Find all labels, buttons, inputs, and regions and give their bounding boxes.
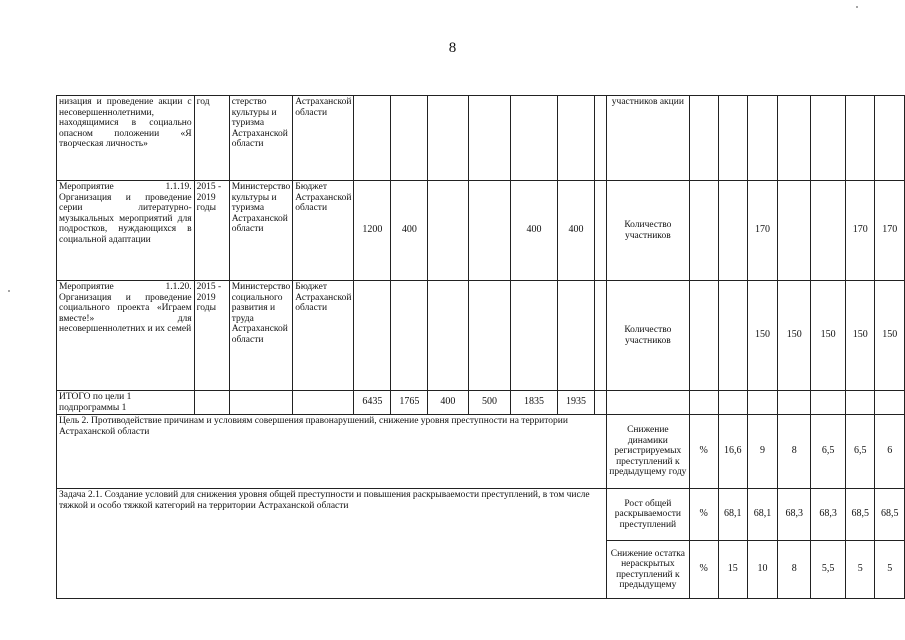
value-cell: 5 <box>846 541 875 599</box>
unit-cell <box>689 181 718 281</box>
executor-cell: Министерство социального развития и труда Астраханской области <box>229 281 293 391</box>
amount-cell <box>354 281 391 391</box>
value-cell: 5,5 <box>811 541 846 599</box>
amount-cell <box>557 96 595 181</box>
unit-cell: % <box>689 489 718 541</box>
blank-cell <box>194 391 229 415</box>
indicator-cell: Рост общей раскрываемости преступлений <box>606 489 689 541</box>
value-cell <box>718 181 747 281</box>
amount-cell <box>557 281 595 391</box>
value-cell <box>778 181 811 281</box>
amount-cell: 1200 <box>354 181 391 281</box>
goal-text: Цель 2. Противодействие причинам и условиям совершения правонарушений, снижение уровня преступности на территории Астраханской области <box>57 415 607 489</box>
value-cell <box>846 96 875 181</box>
amount-cell: 400 <box>511 181 557 281</box>
total-amount-cell: 1835 <box>511 391 557 415</box>
value-cell: 68,3 <box>778 489 811 541</box>
amount-cell <box>354 96 391 181</box>
value-cell <box>718 96 747 181</box>
blank-cell <box>229 391 293 415</box>
source-cell: Бюджет Астраханской области <box>293 281 354 391</box>
amount-cell: 400 <box>557 181 595 281</box>
total-amount-cell: 400 <box>428 391 468 415</box>
amount-cell <box>468 96 511 181</box>
value-cell: 5 <box>875 541 905 599</box>
value-cell <box>811 96 846 181</box>
period-cell: год <box>194 96 229 181</box>
value-cell: 150 <box>846 281 875 391</box>
unit-cell: % <box>689 415 718 489</box>
amount-cell <box>468 281 511 391</box>
value-cell: 68,1 <box>747 489 777 541</box>
blank-cell <box>747 391 777 415</box>
value-cell: 68,5 <box>875 489 905 541</box>
blank-cell <box>778 391 811 415</box>
blank-cell <box>595 391 606 415</box>
value-cell: 6,5 <box>811 415 846 489</box>
program-table <box>56 95 905 599</box>
value-cell <box>811 181 846 281</box>
total-row <box>57 391 905 415</box>
value-cell: 150 <box>875 281 905 391</box>
period-cell: 2015 - 2019 годы <box>194 181 229 281</box>
value-cell: 68,1 <box>718 489 747 541</box>
amount-cell: 400 <box>391 181 428 281</box>
amount-cell <box>511 281 557 391</box>
value-cell <box>747 96 777 181</box>
blank-cell <box>606 391 689 415</box>
value-cell <box>875 96 905 181</box>
blank-cell <box>811 391 846 415</box>
source-cell: Бюджет Астраханской области <box>293 181 354 281</box>
period-cell: 2015 - 2019 годы <box>194 281 229 391</box>
unit-cell <box>689 96 718 181</box>
blank-cell <box>595 181 606 281</box>
indicator-cell: участников акции <box>606 96 689 181</box>
executor-cell: Министерство культуры и туризма Астраханской области <box>229 181 293 281</box>
blank-cell <box>595 96 606 181</box>
blank-cell <box>875 391 905 415</box>
value-cell: 9 <box>747 415 777 489</box>
total-label: ИТОГО по цели 1 подпрограммы 1 <box>57 391 195 415</box>
value-cell: 170 <box>875 181 905 281</box>
activity-cell: Мероприятие 1.1.20. Организация и проведение социального проекта «Играем вместе!» для несовершеннолетних и их семей <box>57 281 195 391</box>
blank-cell <box>718 391 747 415</box>
value-cell: 16,6 <box>718 415 747 489</box>
task-text: Задача 2.1. Создание условий для снижения уровня общей преступности и повышения раскрываемости преступлений, в том числе тяжкой и особо тяжкой категорий на территории Астраханской области <box>57 489 607 599</box>
value-cell: 150 <box>747 281 777 391</box>
amount-cell <box>428 96 468 181</box>
page-number: 8 <box>448 40 457 56</box>
activity-cell: Мероприятие 1.1.19. Организация и проведение серии литературно-музыкальных мероприятий для подростков, нуждающихся в социальной адаптации <box>57 181 195 281</box>
unit-cell <box>689 281 718 391</box>
activity-cell: низация и проведение акции с несовершеннолетними, находящимися в социально опасном положении «Я творческая личность» <box>57 96 195 181</box>
indicator-cell: Количество участников <box>606 181 689 281</box>
value-cell: 6,5 <box>846 415 875 489</box>
amount-cell <box>428 281 468 391</box>
indicator-cell: Снижение динамики регистрируемых преступлений к предыдущему году <box>606 415 689 489</box>
blank-cell <box>595 281 606 391</box>
value-cell: 170 <box>846 181 875 281</box>
blank-cell <box>846 391 875 415</box>
unit-cell: % <box>689 541 718 599</box>
value-cell <box>778 96 811 181</box>
total-amount-cell: 6435 <box>354 391 391 415</box>
blank-cell <box>689 391 718 415</box>
total-amount-cell: 500 <box>468 391 511 415</box>
amount-cell <box>468 181 511 281</box>
table-row <box>57 181 905 281</box>
value-cell: 6 <box>875 415 905 489</box>
value-cell <box>718 281 747 391</box>
value-cell: 68,3 <box>811 489 846 541</box>
table-row <box>57 96 905 181</box>
blank-cell <box>293 391 354 415</box>
value-cell: 150 <box>811 281 846 391</box>
table-row <box>57 281 905 391</box>
value-cell: 170 <box>747 181 777 281</box>
indicator-cell: Снижение остатка нераскрытых преступлений к предыдущему <box>606 541 689 599</box>
amount-cell <box>391 96 428 181</box>
amount-cell <box>511 96 557 181</box>
scan-speck <box>8 290 10 292</box>
value-cell: 68,5 <box>846 489 875 541</box>
value-cell: 10 <box>747 541 777 599</box>
value-cell: 150 <box>778 281 811 391</box>
total-amount-cell: 1935 <box>557 391 595 415</box>
amount-cell <box>428 181 468 281</box>
value-cell: 8 <box>778 541 811 599</box>
task-row <box>57 489 905 541</box>
amount-cell <box>391 281 428 391</box>
scan-speck <box>856 6 858 8</box>
value-cell: 15 <box>718 541 747 599</box>
total-amount-cell: 1765 <box>391 391 428 415</box>
goal-row <box>57 415 905 489</box>
executor-cell: стерство культуры и туризма Астраханской области <box>229 96 293 181</box>
source-cell: Астраханской области <box>293 96 354 181</box>
value-cell: 8 <box>778 415 811 489</box>
indicator-cell: Количество участников <box>606 281 689 391</box>
